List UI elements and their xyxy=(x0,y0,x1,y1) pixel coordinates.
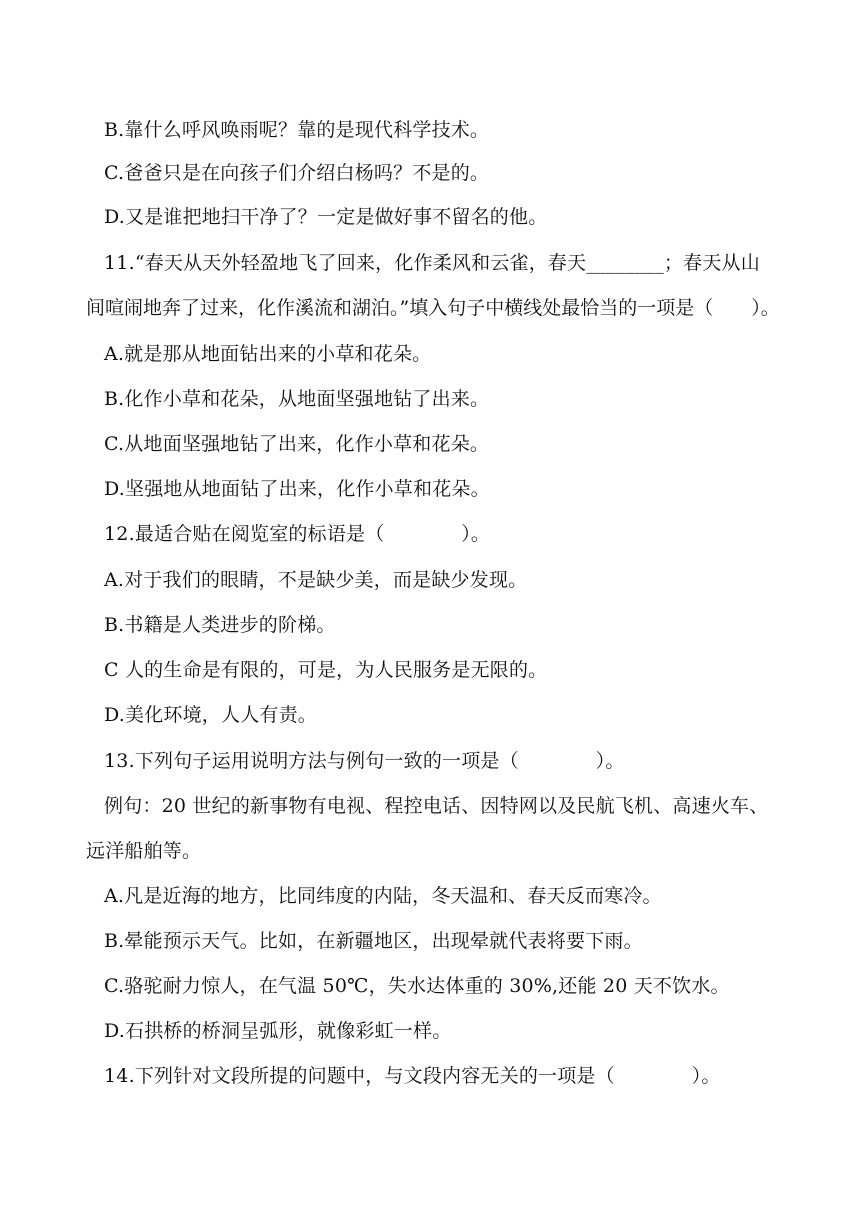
option-c-q13: C.骆驼耐力惊人，在气温 50℃，失水达体重的 30%,还能 20 天不饮水。 xyxy=(104,975,730,997)
option-c-q11: C.从地面坚强地钻了出来，化作小草和花朵。 xyxy=(104,433,490,455)
question-14: 14.下列针对文段所提的问题中，与文段内容无关的一项是（ ）。 xyxy=(104,1065,721,1087)
option-a-q13: A.凡是近海的地方，比同纬度的内陆，冬天温和、春天反而寒冷。 xyxy=(104,885,662,907)
option-b-q10: B.靠什么呼风唤雨呢？靠的是现代科学技术。 xyxy=(104,119,490,141)
option-a-q11: A.就是那从地面钻出来的小草和花朵。 xyxy=(104,343,432,365)
option-b-q12: B.书籍是人类进步的阶梯。 xyxy=(104,614,336,636)
option-c-q12: C 人的生命是有限的，可是，为人民服务是无限的。 xyxy=(104,659,548,681)
option-d-q13: D.石拱桥的桥洞呈弧形，就像彩虹一样。 xyxy=(104,1020,452,1042)
example-sentence-continued: 远洋船舶等。 xyxy=(86,840,202,862)
option-b-q13: B.晕能预示天气。比如，在新疆地区，出现晕就代表将要下雨。 xyxy=(104,930,643,952)
option-d-q10: D.又是谁把地扫干净了？一定是做好事不留名的他。 xyxy=(104,206,548,228)
option-d-q12: D.美化环境，人人有责。 xyxy=(104,704,317,726)
option-d-q11: D.坚强地从地面钻了出来，化作小草和花朵。 xyxy=(104,478,490,500)
question-11-continued: 间喧闹地奔了过来，化作溪流和湖泊。”填入句子中横线处最恰当的一项是（ ）。 xyxy=(86,297,780,319)
option-c-q10: C.爸爸只是在向孩子们介绍白杨吗？不是的。 xyxy=(104,162,490,184)
option-a-q12: A.对于我们的眼睛，不是缺少美，而是缺少发现。 xyxy=(104,569,528,591)
question-13: 13.下列句子运用说明方法与例句一致的一项是（ ）。 xyxy=(104,750,625,772)
option-b-q11: B.化作小草和花朵，从地面坚强地钻了出来。 xyxy=(104,388,490,410)
example-sentence: 例句：20 世纪的新事物有电视、程控电话、因特网以及民航飞机、高速火车、 xyxy=(104,795,769,817)
question-11: 11.“春天从天外轻盈地飞了回来，化作柔风和云雀，春天________；春天从山 xyxy=(104,252,760,274)
question-12: 12.最适合贴在阅览室的标语是（ ）。 xyxy=(104,523,491,545)
